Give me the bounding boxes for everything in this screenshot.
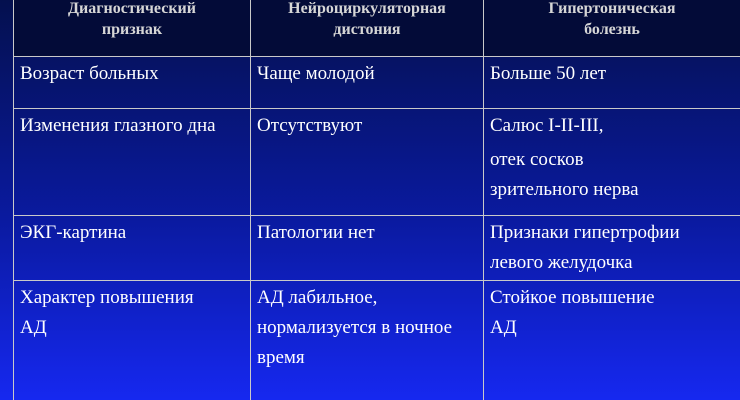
cell-ncd bbox=[251, 109, 484, 216]
table-row bbox=[14, 281, 740, 400]
cell-hypertension bbox=[484, 109, 740, 216]
cell-text: нормализуется в ночное bbox=[257, 317, 453, 338]
cell-text: Патологии нет bbox=[257, 222, 375, 243]
cell-ncd bbox=[251, 216, 484, 281]
header-feature bbox=[14, 0, 251, 57]
cell-feature bbox=[14, 216, 251, 281]
cell-hypertension bbox=[484, 216, 740, 281]
header-text: Нейроциркуляторная bbox=[288, 0, 446, 17]
cell-text: ЭКГ-картина bbox=[20, 222, 127, 243]
header-ncd bbox=[251, 0, 484, 57]
header-text: Гипертоническая bbox=[548, 0, 676, 17]
cell-text: Стойкое повышение bbox=[490, 287, 655, 308]
table-row bbox=[14, 109, 740, 216]
cell-text: Отсутствуют bbox=[257, 115, 363, 136]
header-text: признак bbox=[101, 21, 163, 38]
cell-text: АД bbox=[490, 317, 517, 338]
header-text: дистония bbox=[333, 21, 401, 38]
cell-text: зрительного нерва bbox=[490, 179, 639, 200]
table-row bbox=[14, 216, 740, 281]
cell-hypertension bbox=[484, 57, 740, 109]
cell-ncd bbox=[251, 281, 484, 400]
cell-text: АД bbox=[20, 317, 47, 338]
cell-feature bbox=[14, 281, 251, 400]
cell-text: Чаще молодой bbox=[257, 63, 375, 84]
cell-text: Признаки гипертрофии bbox=[490, 222, 680, 243]
header-hypertension bbox=[484, 0, 740, 57]
table-header-row bbox=[14, 0, 740, 57]
cell-text: Салюс I-II-III, bbox=[490, 115, 604, 136]
cell-ncd bbox=[251, 57, 484, 109]
cell-text: Изменения глазного дна bbox=[20, 115, 216, 136]
cell-hypertension bbox=[484, 281, 740, 400]
cell-text: Характер повышения bbox=[20, 287, 194, 308]
cell-text: Возраст больных bbox=[20, 63, 159, 84]
cell-text: левого желудочка bbox=[490, 252, 633, 273]
comparison-table bbox=[13, 0, 740, 400]
header-text: болезнь bbox=[584, 21, 640, 38]
cell-text: время bbox=[257, 347, 305, 368]
cell-feature bbox=[14, 109, 251, 216]
cell-text: отек сосков bbox=[490, 149, 584, 170]
table-row bbox=[14, 57, 740, 109]
header-text: Диагностический bbox=[68, 0, 196, 17]
cell-text: Больше 50 лет bbox=[490, 63, 607, 84]
cell-feature bbox=[14, 57, 251, 109]
cell-text: АД лабильное, bbox=[257, 287, 378, 308]
